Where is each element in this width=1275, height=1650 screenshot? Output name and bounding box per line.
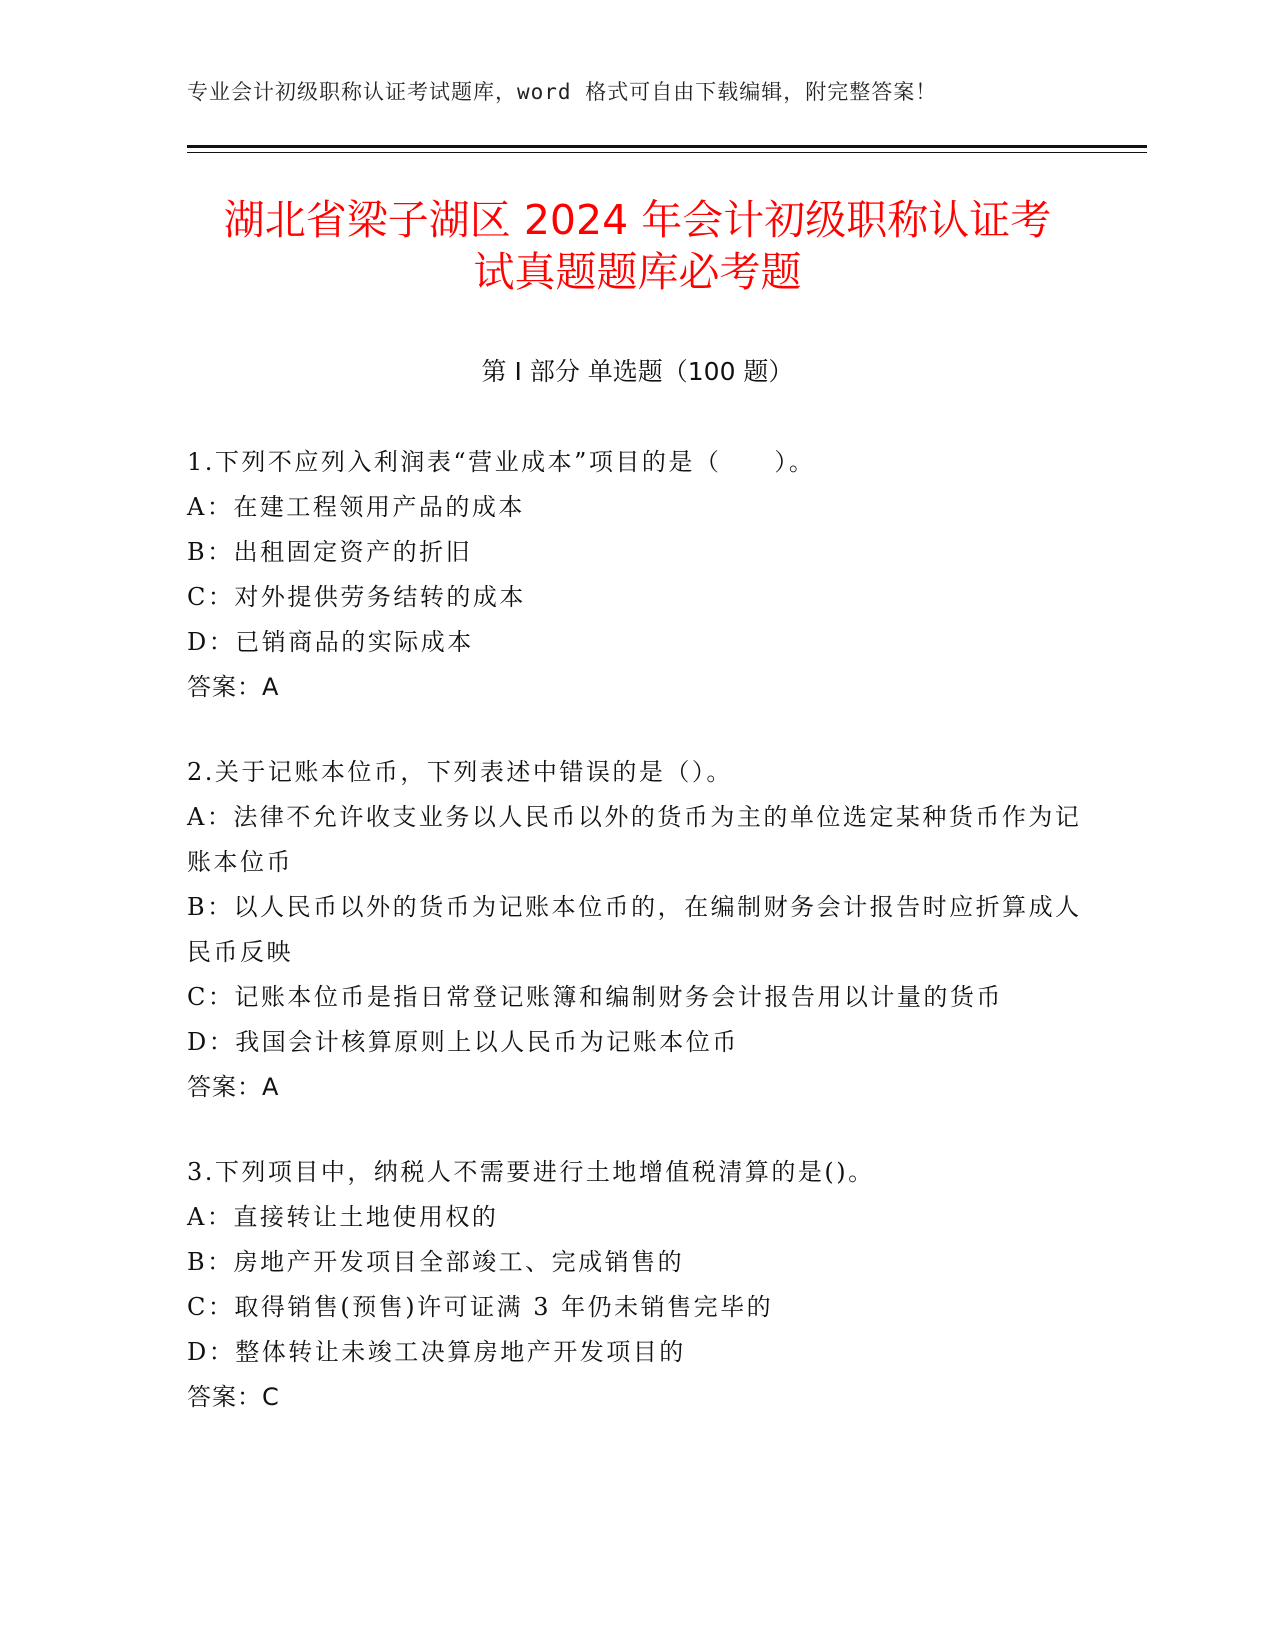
question-list <box>187 440 1087 1460</box>
section-title: 第 I 部分 单选题（100 题） <box>481 357 794 386</box>
answer: 答案：C <box>187 1383 280 1411</box>
option-a: A：直接转让土地使用权的 <box>187 1203 499 1231</box>
option-d: D：已销商品的实际成本 <box>187 628 474 656</box>
option-b: B：出租固定资产的折旧 <box>187 538 473 566</box>
document-title-line-2: 试真题题库必考题 <box>473 248 802 296</box>
header-rule-thick <box>187 145 1147 148</box>
question-stem: 1.下列不应列入利润表“营业成本”项目的是（ ）。 <box>187 448 816 476</box>
document-title <box>150 194 1125 298</box>
header-rule-thin <box>187 152 1147 153</box>
document-title-line-1: 湖北省梁子湖区 2024 年会计初级职称认证考 <box>223 196 1052 244</box>
option-c: C：记账本位币是指日常登记账簿和编制财务会计报告用以计量的货币 <box>187 983 1003 1011</box>
question-3 <box>187 1150 1087 1420</box>
option-b: B：以人民币以外的货币为记账本位币的，在编制财务会计报告时应折算成人民币反映 <box>187 893 1082 966</box>
option-a: A：在建工程领用产品的成本 <box>187 493 525 521</box>
answer: 答案：A <box>187 1073 280 1101</box>
header-note: 专业会计初级职称认证考试题库，word 格式可自由下载编辑，附完整答案！ <box>187 80 938 104</box>
question-2 <box>187 750 1087 1110</box>
option-d: D：我国会计核算原则上以人民币为记账本位币 <box>187 1028 739 1056</box>
option-b: B：房地产开发项目全部竣工、完成销售的 <box>187 1248 685 1276</box>
option-c: C：取得销售(预售)许可证满 3 年仍未销售完毕的 <box>187 1293 774 1321</box>
option-c: C：对外提供劳务结转的成本 <box>187 583 526 611</box>
question-stem: 3.下列项目中，纳税人不需要进行土地增值税清算的是()。 <box>187 1158 875 1186</box>
option-a: A：法律不允许收支业务以人民币以外的货币为主的单位选定某种货币作为记账本位币 <box>187 803 1082 876</box>
question-stem: 2.关于记账本位币，下列表述中错误的是（）。 <box>187 758 733 786</box>
option-d: D：整体转让未竣工决算房地产开发项目的 <box>187 1338 686 1366</box>
question-1 <box>187 440 1087 710</box>
answer: 答案：A <box>187 673 280 701</box>
